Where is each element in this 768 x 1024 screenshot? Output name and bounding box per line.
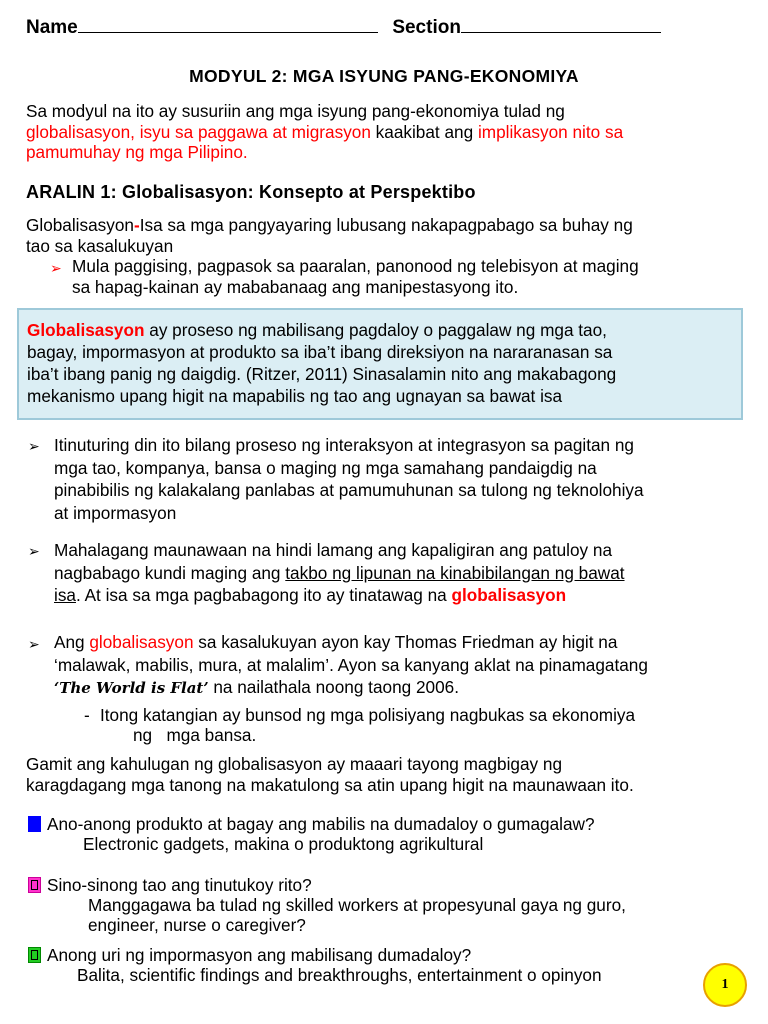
intro-red-2a: implikasyon nito sa xyxy=(477,121,624,142)
box-line-1 xyxy=(27,319,739,341)
bullet-1-line-2: mga tao, kompanya, bansa o maging ng mga samahang pandaigdig na xyxy=(54,457,597,478)
arrow-bullet-icon: ➢ xyxy=(50,260,62,276)
box-line-3: iba’t ibang panig ng daigdig. (Ritzer, 2011) Sinasalamin nito ang makabagong xyxy=(27,364,617,384)
intro-line-2 xyxy=(26,122,746,143)
answer-3: Balita, scientific findings and breakthroughs, entertainment o opinyon xyxy=(77,965,602,985)
bullet-2 xyxy=(54,539,754,607)
question-3: Anong uri ng impormasyon ang mabilisang dumadaloy? xyxy=(47,945,472,965)
intro-line-1: Sa modyul na ito ay susuriin ang mga isyung pang-ekonomiya tulad ng xyxy=(26,101,565,121)
gamit-line-1: Gamit ang kahulugan ng globalisasyon ay maaari tayong magbigay ng xyxy=(26,754,563,774)
header-line xyxy=(26,17,661,39)
bullet-3-red-term: globalisasyon xyxy=(89,632,194,652)
aralin-heading: ARALIN 1: Globalisasyon: Konsepto at Perspektibo xyxy=(26,182,476,202)
section-label: Section xyxy=(392,17,461,38)
box-line-1-text: ay proseso ng mabilisang pagdaloy o paggalaw ng mga tao, xyxy=(144,320,607,340)
box-glyph-icon xyxy=(31,880,38,890)
definition-box-text xyxy=(27,319,739,407)
answer-1: Electronic gadgets, makina o produktong agrikultural xyxy=(83,834,484,854)
answer-2-line-1: Manggagawa ba tulad ng skilled workers at propesyunal gaya ng guro, xyxy=(88,895,626,915)
bullet-3-sub-line-2: ng mga bansa. xyxy=(133,725,257,745)
definition-line-1 xyxy=(26,215,756,236)
pink-square-bullet-icon xyxy=(28,877,41,893)
bullet-2-red-term: globalisasyon xyxy=(451,585,567,605)
definition-paragraph xyxy=(26,215,756,256)
name-blank-line[interactable] xyxy=(78,18,378,33)
definition-term: Globalisasyon xyxy=(26,215,134,235)
bullet-3 xyxy=(54,631,754,700)
intro-paragraph xyxy=(26,101,746,163)
bullet-3-line-3b: na nailathala noong taong 2006. xyxy=(208,677,459,697)
page-title: MODYUL 2: MGA ISYUNG PANG-EKONOMIYA xyxy=(189,66,579,86)
question-2: Sino-sinong tao ang tinutukoy rito? xyxy=(47,875,312,895)
question-1: Ano-anong produkto at bagay ang mabilis na dumadaloy o gumagalaw? xyxy=(47,814,595,834)
green-square-bullet-icon xyxy=(28,947,41,963)
sub-bullet-line-1: Mula paggising, pagpasok sa paaralan, panonood ng telebisyon at maging xyxy=(72,256,639,276)
intro-red-2b: pamumuhay ng mga Pilipino. xyxy=(26,142,248,162)
definition-text-1: Isa sa mga pangyayaring lubusang nakapagpabago sa buhay ng xyxy=(139,215,633,235)
page-number-badge: 1 xyxy=(703,963,747,1007)
intro-mid: kaakibat ang xyxy=(370,121,478,142)
bullet-3-line-3 xyxy=(54,676,754,700)
bullet-2-underlined-isa: isa xyxy=(54,585,76,605)
section-blank-line[interactable] xyxy=(461,18,661,33)
bullet-1-line-3: pinabibilis ng kalakalang panlabas at pamumuhunan sa tulong ng teknolohiya xyxy=(54,480,644,500)
answer-2-line-2: engineer, nurse o caregiver? xyxy=(88,915,306,935)
definition-box xyxy=(17,308,743,420)
gamit-paragraph xyxy=(26,754,756,795)
gamit-line-2: karagdagang mga tanong na makatulong sa atin upang higit na maunawaan ito. xyxy=(26,774,634,795)
bullet-3-sub-line-1: Itong katangian ay bunsod ng mga polisiyang nagbukas sa ekonomiya xyxy=(100,705,636,725)
definition-dash: - xyxy=(133,215,140,235)
name-label: Name xyxy=(26,17,78,38)
bullet-2-line-3 xyxy=(54,584,754,607)
bullet-2-underlined: takbo ng lipunan na kinabibilangan ng bawat xyxy=(285,562,625,583)
box-glyph-icon xyxy=(31,950,38,960)
blue-square-bullet-icon xyxy=(28,816,41,832)
bullet-1 xyxy=(54,434,754,524)
bullet-1-line-4: at impormasyon xyxy=(54,502,177,523)
bullet-3-line-1 xyxy=(54,631,754,654)
arrow-bullet-icon: ➢ xyxy=(28,636,40,652)
bullet-2-line-3b: . At isa sa mga pagbabagong ito ay tinatawag na xyxy=(75,585,452,605)
bullet-2-line-1: Mahalagang maunawaan na hindi lamang ang kapaligiran ang patuloy na xyxy=(54,540,613,560)
bullet-2-line-2a: nagbabago kundi maging ang xyxy=(54,562,286,583)
box-term: Globalisasyon xyxy=(27,320,145,340)
box-line-4: mekanismo upang higit na mapabilis ng tao ang ugnayan sa bawat isa xyxy=(27,386,563,406)
arrow-bullet-icon: ➢ xyxy=(28,543,40,559)
definition-sub-bullet xyxy=(72,256,762,297)
bullet-2-line-2 xyxy=(54,562,754,585)
bullet-3-line-1b: sa kasalukuyan ayon kay Thomas Friedman ay higit na xyxy=(193,632,618,652)
sub-bullet-line-2: sa hapag-kainan ay mababanaag ang manipestasyong ito. xyxy=(72,276,519,297)
bullet-3-line-2: ‘malawak, mabilis, mura, at malalim’. Ayon sa kanyang aklat na pinamagatang xyxy=(54,654,648,675)
bullet-1-line-1: Itinuturing din ito bilang proseso ng interaksyon at integrasyon sa pagitan ng xyxy=(54,435,634,455)
definition-line-2: tao sa kasalukuyan xyxy=(26,235,174,256)
box-line-2: bagay, impormasyon at produkto sa iba’t ibang direksiyon na nararanasan sa xyxy=(27,342,613,362)
bullet-3-line-1a: Ang xyxy=(54,632,90,652)
intro-red-1: globalisasyon, isyu sa paggawa at migrasyon xyxy=(26,121,371,142)
arrow-bullet-icon: ➢ xyxy=(28,438,40,454)
book-title: ‘The World is Flat’ xyxy=(54,679,209,697)
dash-marker: - xyxy=(84,705,90,725)
